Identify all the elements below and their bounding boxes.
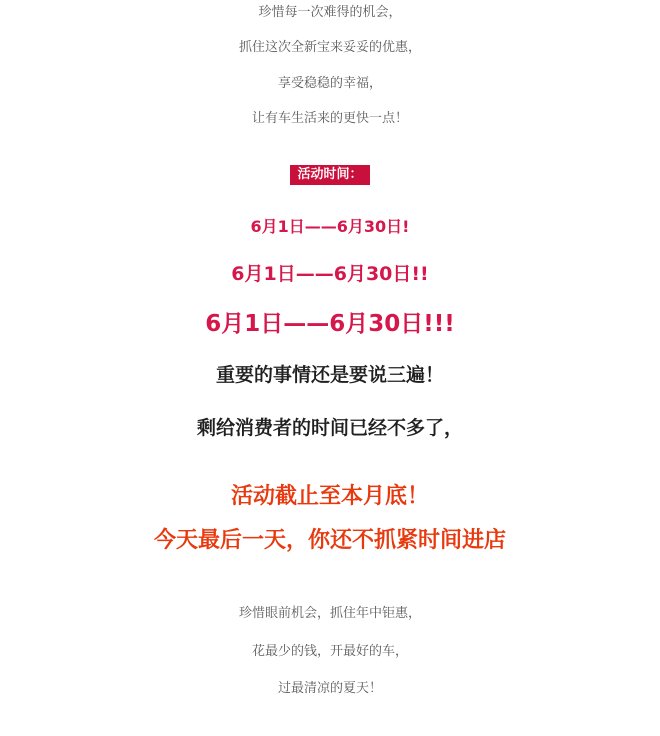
event-date-line-1: 6月1日——6月30日! (250, 217, 410, 237)
event-time-badge: 活动时间： (290, 165, 369, 185)
outro-line-3: 过最清凉的夏天！ (277, 680, 382, 696)
event-date-line-3: 6月1日——6月30日!!! (205, 310, 455, 337)
statement-line-2: 剩给消费者的时间已经不多了， (196, 416, 463, 439)
intro-line-4: 让有车生活来的更快一点！ (251, 110, 408, 126)
call-to-action-line-1: 活动截止至本月底！ (230, 483, 429, 509)
outro-line-1: 珍惜眼前机会，抓住年中钜惠， (238, 606, 421, 622)
intro-line-1: 珍惜每一次难得的机会， (258, 5, 402, 20)
event-time-heading (0, 163, 660, 185)
intro-line-2: 抓住这次全新宝来妥妥的优惠， (238, 40, 421, 56)
article-body (0, 6, 660, 736)
statement-line-1: 重要的事情还是要说三遍！ (215, 363, 444, 386)
call-to-action-line-2: 今天最后一天，你还不抓紧时间进店 (153, 528, 506, 554)
event-date-line-2: 6月1日——6月30日!! (231, 262, 429, 285)
outro-line-2: 花最少的钱，开最好的车， (251, 643, 408, 659)
intro-line-3: 享受稳稳的幸福， (277, 75, 382, 91)
